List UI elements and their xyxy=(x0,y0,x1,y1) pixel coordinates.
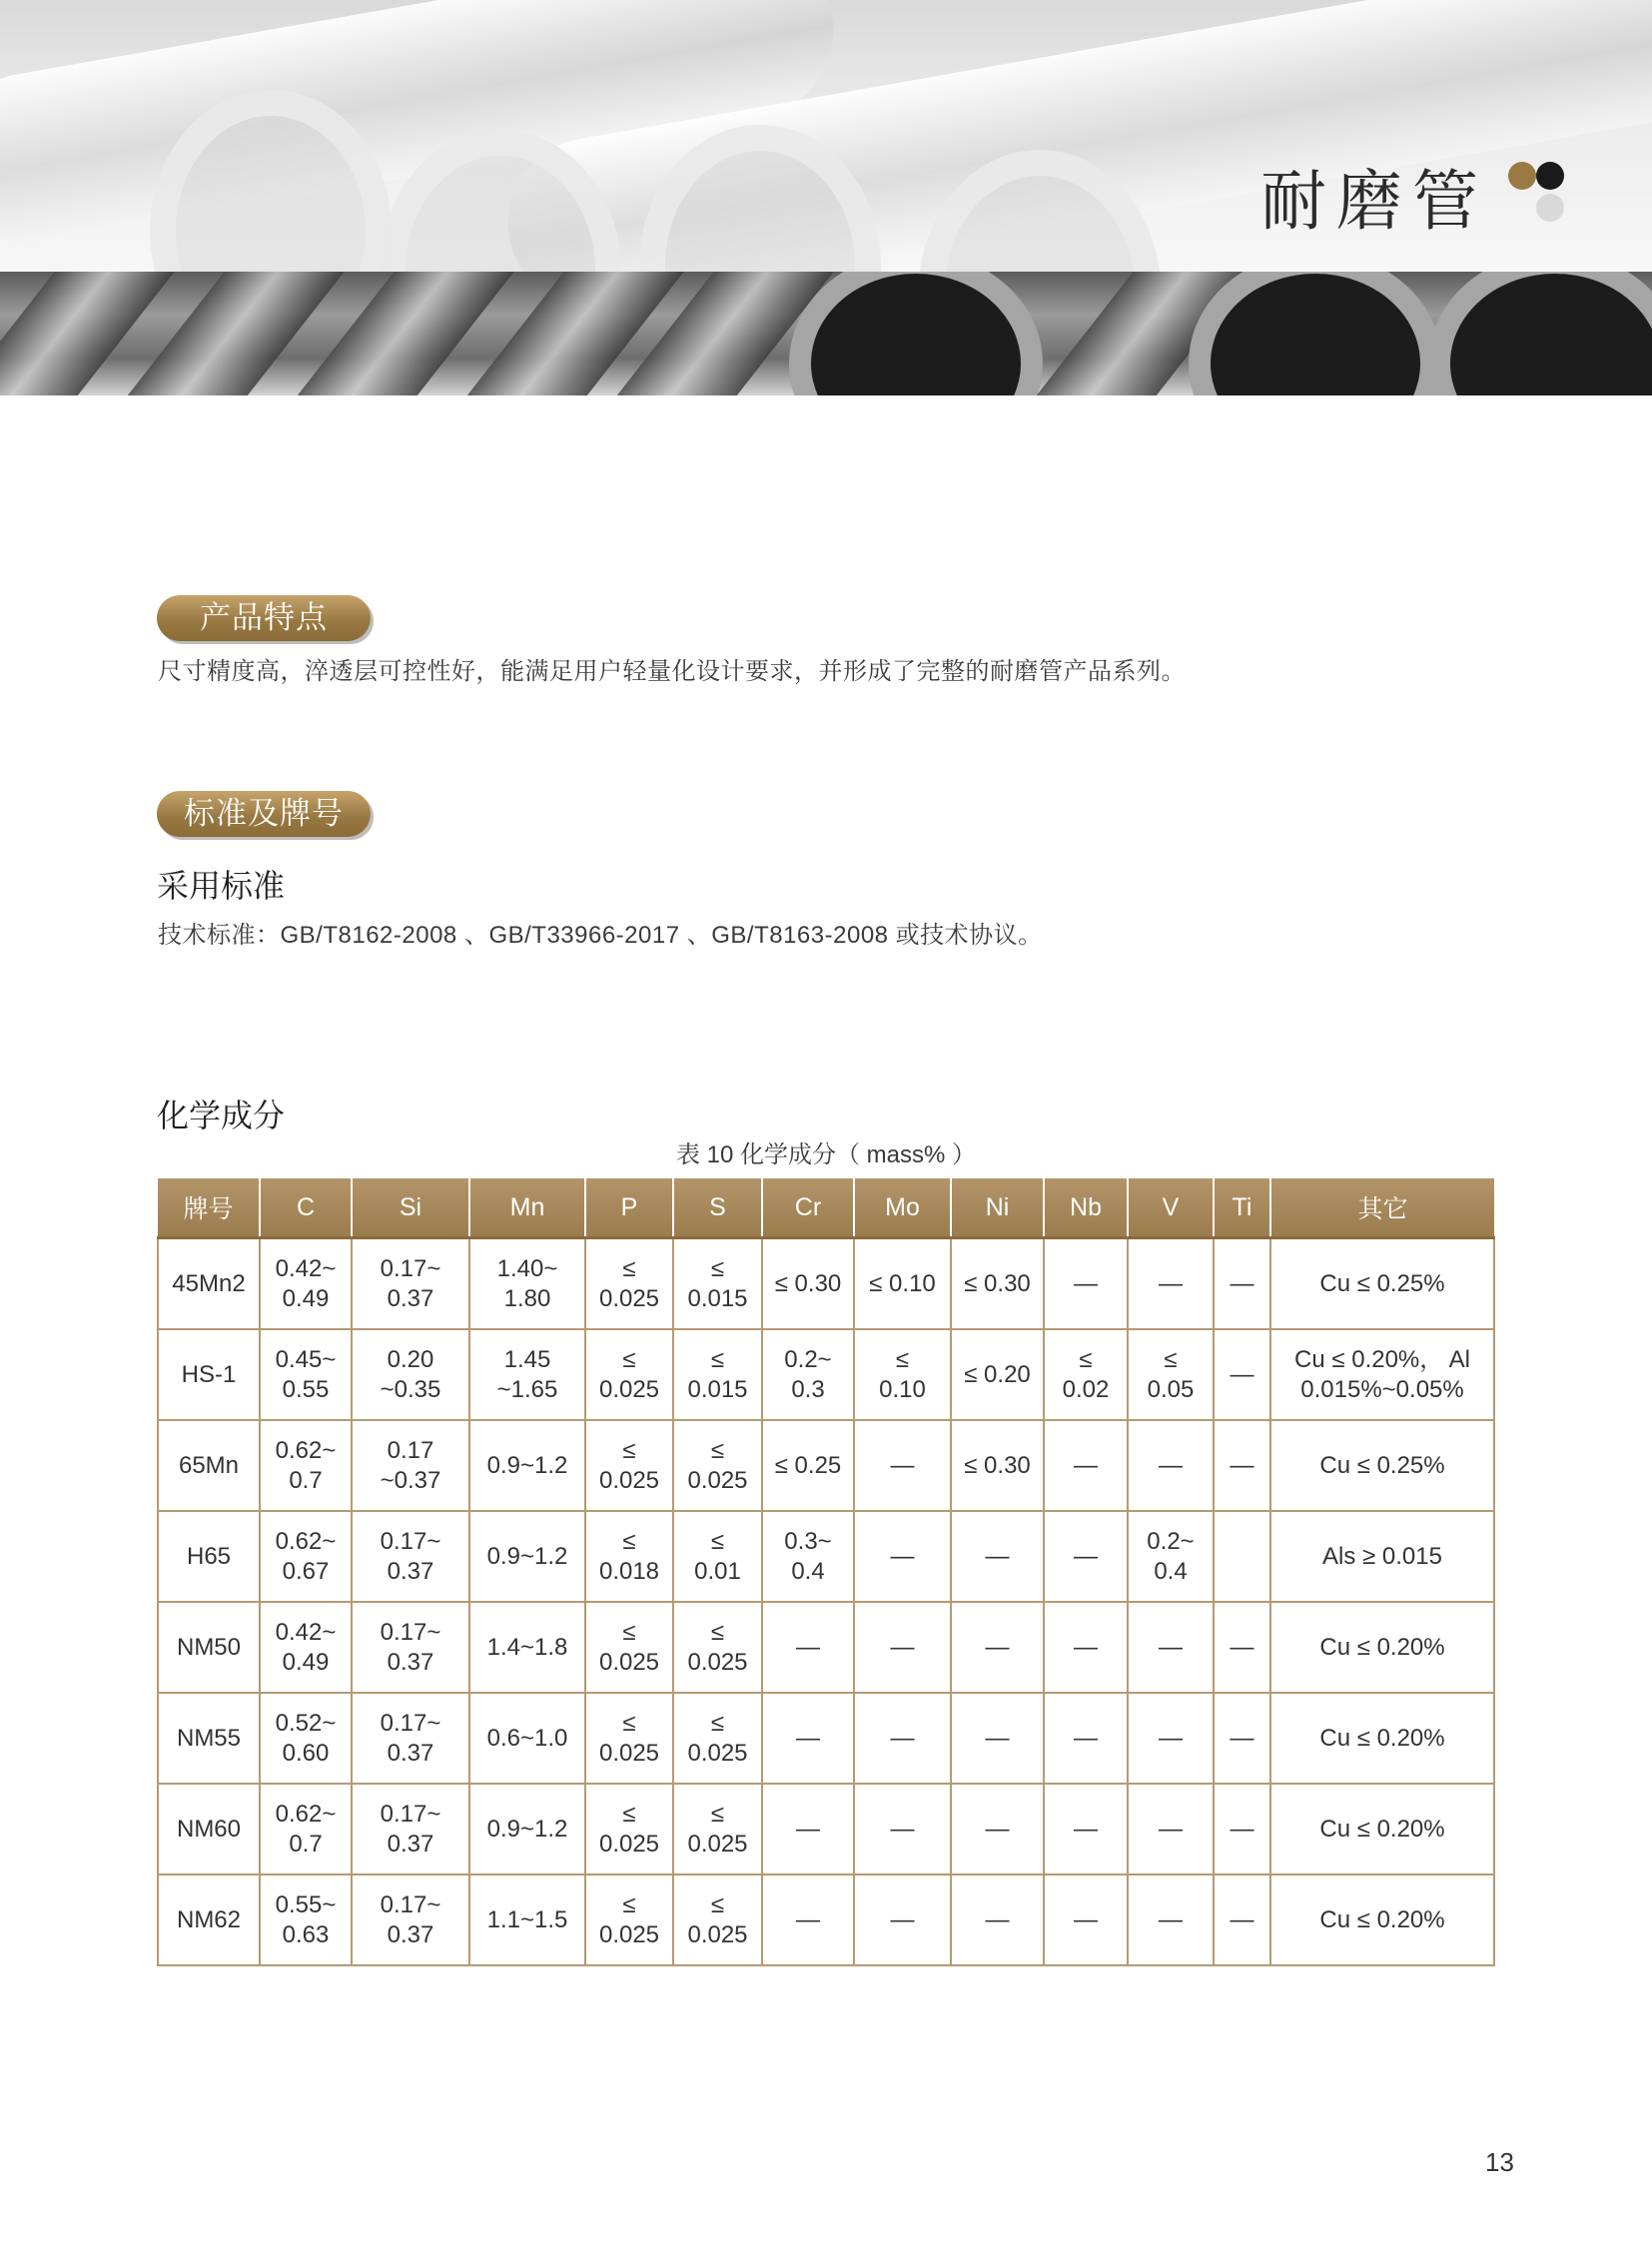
table-row xyxy=(158,1329,1494,1420)
table-cell: ≤ 0.10 xyxy=(854,1238,951,1330)
table-cell: — xyxy=(1128,1874,1214,1965)
table-cell: — xyxy=(1214,1784,1270,1874)
table-cell: 0.9~1.2 xyxy=(469,1420,585,1511)
table-cell: — xyxy=(854,1693,951,1784)
table-cell: — xyxy=(854,1602,951,1693)
table-cell: — xyxy=(1044,1420,1128,1511)
table-cell: — xyxy=(1044,1693,1128,1784)
table-row xyxy=(158,1784,1494,1874)
table-cell: ≤ 0.025 xyxy=(673,1784,762,1874)
table-cell: — xyxy=(1044,1784,1128,1874)
table-cell: — xyxy=(951,1693,1044,1784)
table-cell: ≤ 0.025 xyxy=(585,1693,673,1784)
table-cell: ≤ 0.05 xyxy=(1128,1329,1214,1420)
table-cell: — xyxy=(854,1874,951,1965)
table-cell: — xyxy=(1214,1238,1270,1330)
table-cell: — xyxy=(1044,1238,1128,1330)
table-cell: 0.9~1.2 xyxy=(469,1784,585,1874)
table-cell: 1.4~1.8 xyxy=(469,1602,585,1693)
table-cell: 0.20 ~0.35 xyxy=(352,1329,469,1420)
table-caption: 表 10 化学成分（ mass% ） xyxy=(675,1141,977,1168)
table-cell: 0.17~ 0.37 xyxy=(352,1602,469,1693)
table-cell: 0.17~ 0.37 xyxy=(352,1784,469,1874)
dot-black xyxy=(1536,162,1564,190)
column-header: 其它 xyxy=(1270,1178,1494,1238)
table-cell: ≤ 0.025 xyxy=(585,1420,673,1511)
table-cell: ≤ 0.30 xyxy=(951,1420,1044,1511)
grade-cell: 45Mn2 xyxy=(158,1238,260,1330)
column-header: V xyxy=(1128,1178,1214,1238)
table-cell: ≤ 0.30 xyxy=(951,1238,1044,1330)
table-cell: 0.62~ 0.7 xyxy=(260,1420,352,1511)
table-cell: 0.9~1.2 xyxy=(469,1511,585,1602)
table-cell: 1.45 ~1.65 xyxy=(469,1329,585,1420)
table-cell: 0.17 ~0.37 xyxy=(352,1420,469,1511)
table-cell: 0.42~ 0.49 xyxy=(260,1602,352,1693)
table-cell: — xyxy=(1128,1693,1214,1784)
table-cell: ≤ 0.025 xyxy=(673,1602,762,1693)
table-cell: ≤ 0.025 xyxy=(585,1602,673,1693)
tube-end-shape xyxy=(789,272,1043,395)
table-cell: — xyxy=(762,1874,854,1965)
table-cell: — xyxy=(762,1693,854,1784)
page-title: 耐磨管 xyxy=(1260,164,1488,238)
table-row xyxy=(158,1511,1494,1602)
tube-end-shape xyxy=(1189,272,1442,395)
table-cell: — xyxy=(854,1420,951,1511)
standards-label: 标准及牌号 xyxy=(157,791,371,837)
table-cell: 0.45~ 0.55 xyxy=(260,1329,352,1420)
table-cell: 0.3~ 0.4 xyxy=(762,1511,854,1602)
features-label: 产品特点 xyxy=(157,595,371,641)
standards-text: 技术标准：GB/T8162-2008 、GB/T33966-2017 、GB/T8163-2008 或技术协议。 xyxy=(158,922,1043,949)
grade-cell: HS-1 xyxy=(158,1329,260,1420)
table-cell: 0.17~ 0.37 xyxy=(352,1874,469,1965)
column-header: P xyxy=(585,1178,673,1238)
table-cell: — xyxy=(951,1511,1044,1602)
table-cell: — xyxy=(1128,1420,1214,1511)
tube-end-shape xyxy=(1428,272,1652,395)
table-cell: 0.62~ 0.67 xyxy=(260,1511,352,1602)
dot-grey xyxy=(1536,194,1564,222)
grade-cell: NM50 xyxy=(158,1602,260,1693)
table-row xyxy=(158,1238,1494,1330)
chemistry-subheading: 化学成分 xyxy=(157,1098,286,1133)
table-cell: Cu ≤ 0.20% xyxy=(1270,1693,1494,1784)
table-cell: ≤ 0.025 xyxy=(585,1874,673,1965)
table-cell: — xyxy=(762,1784,854,1874)
column-header: C xyxy=(260,1178,352,1238)
table-cell: Cu ≤ 0.25% xyxy=(1270,1420,1494,1511)
table-cell: 0.2~ 0.3 xyxy=(762,1329,854,1420)
page-number: 13 xyxy=(1485,2147,1514,2177)
table-cell: — xyxy=(1214,1602,1270,1693)
column-header: Si xyxy=(352,1178,469,1238)
table-cell: — xyxy=(1214,1693,1270,1784)
table-cell: — xyxy=(854,1511,951,1602)
table-cell: 0.55~ 0.63 xyxy=(260,1874,352,1965)
column-header: S xyxy=(673,1178,762,1238)
table-cell: Cu ≤ 0.25% xyxy=(1270,1238,1494,1330)
table-cell: Cu ≤ 0.20% xyxy=(1270,1784,1494,1874)
table-cell: ≤ 0.015 xyxy=(673,1329,762,1420)
table-cell: Cu ≤ 0.20%， Al 0.015%~0.05% xyxy=(1270,1329,1494,1420)
table-cell: ≤ 0.025 xyxy=(673,1874,762,1965)
table-cell: ≤ 0.015 xyxy=(673,1238,762,1330)
table-cell: — xyxy=(1044,1602,1128,1693)
dot-gold xyxy=(1508,162,1536,190)
table-cell: 1.40~ 1.80 xyxy=(469,1238,585,1330)
grade-cell: 65Mn xyxy=(158,1420,260,1511)
table-cell: — xyxy=(1044,1511,1128,1602)
table-cell: Cu ≤ 0.20% xyxy=(1270,1602,1494,1693)
table-row xyxy=(158,1420,1494,1511)
table-cell: 0.17~ 0.37 xyxy=(352,1511,469,1602)
table-cell: 0.17~ 0.37 xyxy=(352,1693,469,1784)
table-cell: — xyxy=(1128,1238,1214,1330)
table-cell xyxy=(1214,1511,1270,1602)
table-cell: ≤ 0.30 xyxy=(762,1238,854,1330)
table-cell: 0.17~ 0.37 xyxy=(352,1238,469,1330)
table-cell: ≤ 0.018 xyxy=(585,1511,673,1602)
table-cell: — xyxy=(854,1784,951,1874)
table-cell: 0.52~ 0.60 xyxy=(260,1693,352,1784)
table-cell: 0.62~ 0.7 xyxy=(260,1784,352,1874)
table-cell: 1.1~1.5 xyxy=(469,1874,585,1965)
column-header: Mo xyxy=(854,1178,951,1238)
column-header: Cr xyxy=(762,1178,854,1238)
table-row xyxy=(158,1874,1494,1965)
table-cell: — xyxy=(1214,1329,1270,1420)
table-cell: 0.6~1.0 xyxy=(469,1693,585,1784)
table-cell: ≤ 0.20 xyxy=(951,1329,1044,1420)
table-row xyxy=(158,1693,1494,1784)
table-cell: — xyxy=(1214,1874,1270,1965)
table-cell: ≤ 0.02 xyxy=(1044,1329,1128,1420)
table-cell: — xyxy=(1128,1602,1214,1693)
table-cell: ≤ 0.10 xyxy=(854,1329,951,1420)
grade-cell: NM55 xyxy=(158,1693,260,1784)
table-cell: — xyxy=(1044,1874,1128,1965)
table-cell: — xyxy=(951,1602,1044,1693)
table-cell: Als ≥ 0.015 xyxy=(1270,1511,1494,1602)
table-cell: ≤ 0.025 xyxy=(673,1693,762,1784)
table-cell: ≤ 0.01 xyxy=(673,1511,762,1602)
table-header-row xyxy=(158,1178,1494,1238)
banner-photo-dark xyxy=(0,272,1652,395)
table-cell: ≤ 0.025 xyxy=(585,1784,673,1874)
grade-cell: NM60 xyxy=(158,1784,260,1874)
table-cell: — xyxy=(1214,1420,1270,1511)
table-cell: — xyxy=(762,1602,854,1693)
column-header: Ti xyxy=(1214,1178,1270,1238)
grade-cell: H65 xyxy=(158,1511,260,1602)
table-cell: 0.42~ 0.49 xyxy=(260,1238,352,1330)
column-header: Mn xyxy=(469,1178,585,1238)
column-header: Nb xyxy=(1044,1178,1128,1238)
table-cell: — xyxy=(951,1784,1044,1874)
column-header: 牌号 xyxy=(158,1178,260,1238)
table-body xyxy=(158,1238,1494,1966)
table-cell: — xyxy=(1128,1784,1214,1874)
table-row xyxy=(158,1602,1494,1693)
standards-subheading: 采用标准 xyxy=(157,868,286,904)
table-cell: 0.2~ 0.4 xyxy=(1128,1511,1214,1602)
column-header: Ni xyxy=(951,1178,1044,1238)
table-cell: ≤ 0.025 xyxy=(585,1329,673,1420)
table-cell: ≤ 0.025 xyxy=(673,1420,762,1511)
chemistry-table xyxy=(157,1178,1495,1966)
table-cell: Cu ≤ 0.20% xyxy=(1270,1874,1494,1965)
table-cell: ≤ 0.025 xyxy=(585,1238,673,1330)
grade-cell: NM62 xyxy=(158,1874,260,1965)
features-text: 尺寸精度高，淬透层可控性好，能满足用户轻量化设计要求，并形成了完整的耐磨管产品系列。 xyxy=(158,658,1186,685)
table-cell: — xyxy=(951,1874,1044,1965)
table-cell: ≤ 0.25 xyxy=(762,1420,854,1511)
